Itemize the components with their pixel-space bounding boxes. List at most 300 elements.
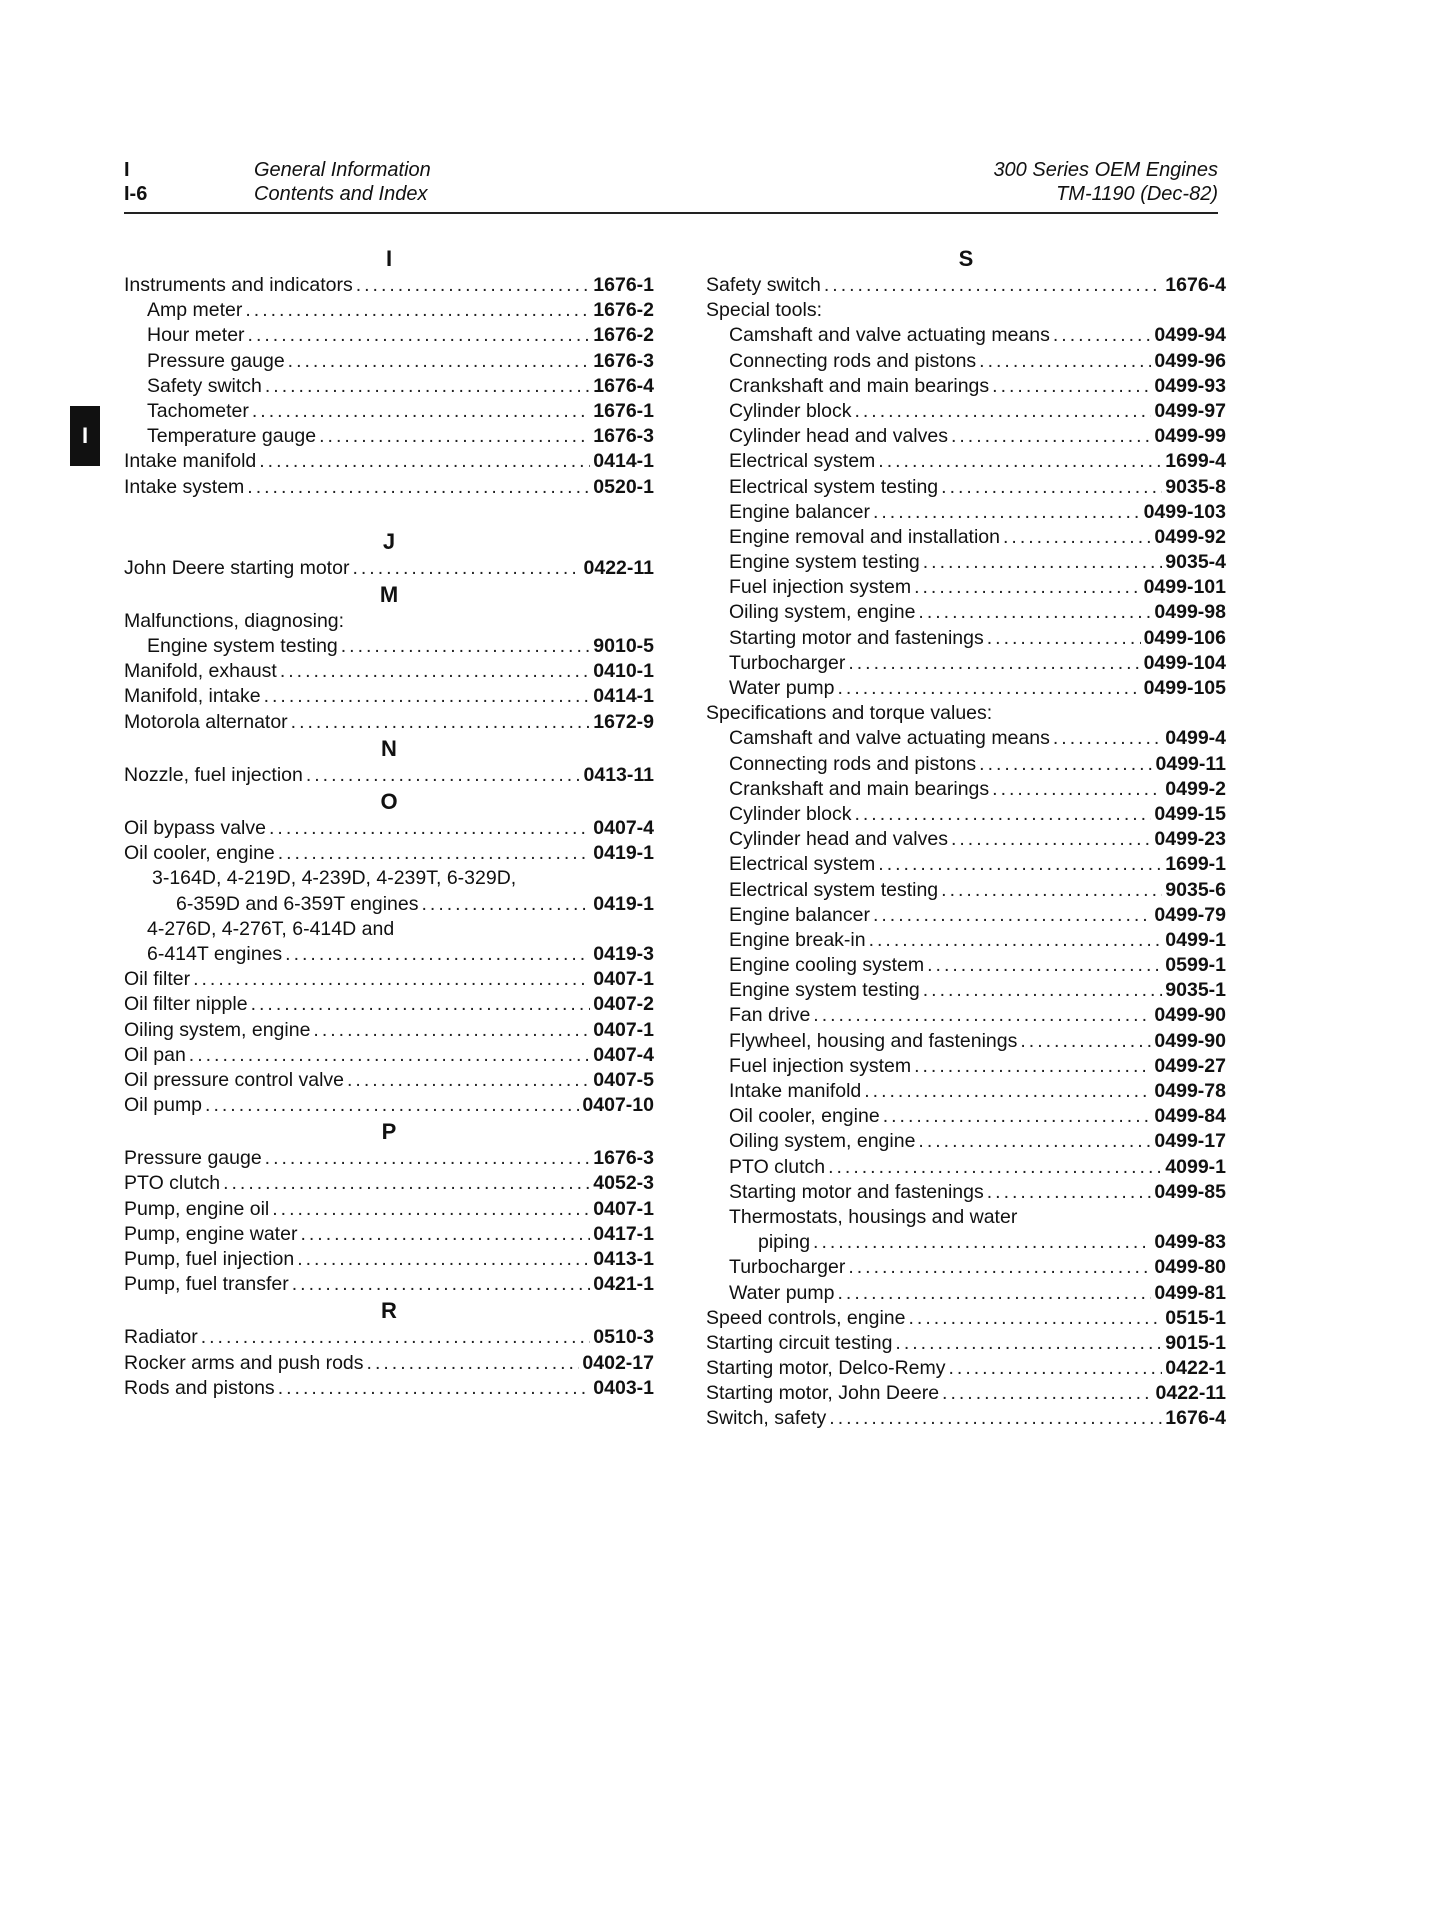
dot-leader <box>313 1018 590 1043</box>
index-entry-label: Turbocharger <box>729 651 846 674</box>
dot-leader <box>223 1171 590 1196</box>
dot-leader <box>992 777 1162 802</box>
dot-leader <box>300 1222 590 1247</box>
index-entry <box>706 752 1226 777</box>
index-entry-page: 0421-1 <box>593 1273 654 1296</box>
index-entry <box>124 556 654 581</box>
index-entry-label: Fuel injection system <box>729 576 912 599</box>
index-entry <box>706 777 1226 802</box>
index-entry-label: Specifications and torque values: <box>706 702 993 725</box>
index-column-right <box>706 245 1226 1432</box>
index-entry-label: Electrical system testing <box>729 878 939 901</box>
dot-leader <box>297 1247 590 1272</box>
index-entry-label: Oil cooler, engine <box>124 842 275 865</box>
index-entry-page: 0407-5 <box>593 1068 654 1091</box>
index-entry-page: 0414-1 <box>593 685 654 708</box>
dot-leader <box>987 626 1141 651</box>
index-entry-page: 0419-1 <box>593 842 654 865</box>
index-entry <box>706 1079 1226 1104</box>
dot-leader <box>189 1043 590 1068</box>
index-entry-page: 0413-1 <box>593 1248 654 1270</box>
index-entry-page: 0499-80 <box>1154 1256 1226 1279</box>
index-entry-page: 1699-1 <box>1165 853 1226 876</box>
index-section-letter: N <box>381 735 397 761</box>
index-entry-label: Cylinder head and valves <box>729 425 948 448</box>
index-entry-page: 0499-85 <box>1154 1180 1226 1203</box>
index-entry <box>124 659 654 684</box>
index-entry <box>124 298 654 323</box>
dot-leader <box>914 575 1141 600</box>
index-entry <box>124 1197 654 1222</box>
index-entry-label: 3-164D, 4-219D, 4-239D, 4-239T, 6-329D, <box>152 867 517 890</box>
index-entry-label: Cylinder block <box>729 399 852 422</box>
index-section-letter: J <box>382 528 396 554</box>
index-entry-label: Safety switch <box>147 374 262 397</box>
index-entry-label: Turbocharger <box>729 1256 846 1279</box>
index-entry-label: Engine balancer <box>729 903 870 926</box>
index-entry <box>706 1281 1226 1306</box>
index-entry <box>706 323 1226 348</box>
index-entry-label: Oil cooler, engine <box>729 1105 880 1128</box>
index-entry-page: 0510-3 <box>593 1326 654 1349</box>
index-entry-page: 1676-4 <box>1165 1407 1226 1430</box>
page-header <box>124 156 1218 214</box>
index-entry <box>706 1381 1226 1406</box>
index-entry <box>124 841 654 866</box>
section-marker: I <box>124 159 130 181</box>
dot-leader <box>813 1230 1151 1255</box>
dot-leader <box>367 1351 580 1376</box>
index-entry-label: Oil filter nipple <box>124 993 248 1016</box>
index-entry-label: Radiator <box>124 1326 198 1349</box>
dot-leader <box>979 752 1152 777</box>
index-entry-page: 9035-8 <box>1165 475 1226 498</box>
index-entry-page: 0419-3 <box>593 942 654 965</box>
index-entry-page: 9035-1 <box>1165 979 1226 1002</box>
index-entry <box>706 449 1226 474</box>
index-section-letter: M <box>379 581 399 607</box>
dot-leader <box>193 967 590 992</box>
dot-leader <box>854 399 1151 424</box>
index-entry-page: 0499-27 <box>1154 1054 1226 1077</box>
index-entry <box>124 763 654 788</box>
index-entry-page: 1676-2 <box>593 324 654 347</box>
index-entry <box>706 525 1226 550</box>
index-section-letter: S <box>958 246 974 271</box>
dot-leader <box>252 399 590 424</box>
index-entry <box>124 967 654 992</box>
index-entry-label: Oiling system, engine <box>729 1130 916 1153</box>
index-entry-page: 0499-1 <box>1165 928 1226 951</box>
index-entry-page: 4099-1 <box>1165 1155 1226 1178</box>
index-entry <box>124 1043 654 1068</box>
index-entry-label: Safety switch <box>706 274 821 296</box>
index-entry-label: Engine cooling system <box>729 954 925 977</box>
index-entry-label: Crankshaft and main bearings <box>729 777 990 800</box>
index-entry <box>124 942 654 967</box>
dot-leader <box>941 878 1162 903</box>
index-entry-page: 0407-10 <box>582 1094 654 1117</box>
index-entry-page: 0407-1 <box>593 1197 654 1220</box>
dot-leader <box>942 1381 1152 1406</box>
index-entry <box>124 374 654 399</box>
index-entry-page: 0499-11 <box>1155 752 1226 775</box>
dot-leader <box>949 1356 1163 1381</box>
header-subtitle: Contents and Index <box>254 183 428 205</box>
index-entry-label: Special tools: <box>706 299 822 322</box>
index-entry <box>124 424 654 449</box>
index-entry-page: 0414-1 <box>593 450 654 473</box>
dot-leader <box>265 374 590 399</box>
dot-leader <box>269 816 590 841</box>
index-entry <box>706 903 1226 928</box>
index-heading <box>706 1205 1226 1230</box>
index-entry-label: Temperature gauge <box>147 425 317 448</box>
dot-leader <box>278 1376 591 1401</box>
dot-leader <box>265 1146 591 1171</box>
index-entry-label: Engine system testing <box>147 635 338 658</box>
index-entry-page: 0402-17 <box>582 1351 654 1374</box>
dot-leader <box>278 841 591 866</box>
dot-leader <box>341 634 591 659</box>
index-entry <box>124 1222 654 1247</box>
dot-leader <box>1003 525 1151 550</box>
index-entry <box>706 500 1226 525</box>
index-entry-label: Starting motor and fastenings <box>729 1180 984 1203</box>
dot-leader <box>245 298 590 323</box>
index-entry-page: 0599-1 <box>1165 954 1226 977</box>
index-entry-page: 9010-5 <box>593 635 654 658</box>
dot-leader <box>979 349 1151 374</box>
index-entry-page: 0499-97 <box>1154 399 1226 422</box>
dot-leader <box>848 1255 1151 1280</box>
index-entry-page: 0499-90 <box>1154 1029 1226 1052</box>
dot-leader <box>914 1054 1151 1079</box>
index-section-letter: P <box>381 1119 397 1145</box>
index-entry <box>124 449 654 474</box>
dot-leader <box>1020 1029 1151 1054</box>
index-entry-page: 0419-1 <box>593 892 654 915</box>
index-entry-page: 0515-1 <box>1165 1306 1226 1329</box>
index-entry <box>706 827 1226 852</box>
dot-leader <box>247 475 590 500</box>
index-entry <box>706 651 1226 676</box>
index-entry-page: 0499-101 <box>1143 576 1226 599</box>
index-entry <box>706 1230 1226 1255</box>
dot-leader <box>264 684 591 709</box>
index-entry <box>124 1018 654 1043</box>
index-entry-page: 0499-93 <box>1154 374 1226 397</box>
dot-leader <box>1053 323 1152 348</box>
index-entry-page: 1676-3 <box>593 1147 654 1170</box>
index-entry <box>706 600 1226 625</box>
dot-leader <box>319 424 590 449</box>
index-entry-label: Pressure gauge <box>147 349 285 372</box>
dot-leader <box>280 659 590 684</box>
dot-leader <box>272 1197 590 1222</box>
index-entry-page: 0499-15 <box>1154 802 1226 825</box>
index-entry-label: Oil filter <box>124 968 191 991</box>
dot-leader <box>873 500 1141 525</box>
index-heading <box>706 298 1226 323</box>
section-thumb-tab: I <box>70 406 100 466</box>
dot-leader <box>895 1331 1162 1356</box>
dot-leader <box>248 323 591 348</box>
index-section-letter: I <box>385 246 393 271</box>
dot-leader <box>941 475 1162 500</box>
index-entry <box>706 475 1226 500</box>
index-entry <box>124 992 654 1017</box>
index-entry <box>706 676 1226 701</box>
index-entry <box>706 1029 1226 1054</box>
index-entry <box>706 1406 1226 1431</box>
dot-leader <box>837 676 1140 701</box>
index-entry <box>124 816 654 841</box>
index-entry <box>124 1068 654 1093</box>
index-entry-page: 0417-1 <box>593 1222 654 1245</box>
dot-leader <box>285 942 590 967</box>
dot-leader <box>854 802 1151 827</box>
dot-leader <box>918 600 1151 625</box>
index-entry <box>124 1093 654 1118</box>
index-entry <box>706 575 1226 600</box>
index-entry-page: 1676-3 <box>593 425 654 448</box>
index-section-letter: O <box>380 789 398 814</box>
dot-leader <box>292 1272 591 1297</box>
index-entry <box>124 634 654 659</box>
index-entry-page: 1676-3 <box>593 349 654 372</box>
index-entry-page: 0413-11 <box>583 763 654 786</box>
index-entry-label: Malfunctions, diagnosing: <box>124 609 345 632</box>
dot-leader <box>848 651 1140 676</box>
index-entry-page: 0499-99 <box>1154 425 1226 448</box>
index-entry-page: 0499-23 <box>1154 828 1226 851</box>
index-entry <box>706 953 1226 978</box>
index-entry-page: 0422-1 <box>1165 1357 1226 1380</box>
dot-leader <box>201 1325 591 1350</box>
index-entry-label: Pump, fuel injection <box>124 1248 295 1270</box>
dot-leader <box>352 556 580 581</box>
index-entry <box>124 1376 654 1401</box>
index-entry-label: Engine break-in <box>729 928 866 951</box>
dot-leader <box>873 903 1151 928</box>
index-entry <box>706 626 1226 651</box>
index-entry-label: Pump, engine water <box>124 1222 298 1245</box>
dot-leader <box>918 1129 1151 1154</box>
index-entry-label: Instruments and indicators <box>124 274 353 296</box>
dot-leader <box>813 1003 1151 1028</box>
index-entry-label: Engine removal and installation <box>729 525 1001 548</box>
dot-leader <box>251 992 591 1017</box>
index-entry <box>124 399 654 424</box>
dot-leader <box>992 374 1151 399</box>
index-entry-label: Connecting rods and pistons <box>729 752 977 775</box>
index-entry-label: Oil pan <box>124 1043 186 1066</box>
dot-leader <box>987 1180 1152 1205</box>
index-entry-label: Oil pressure control valve <box>124 1068 345 1091</box>
index-entry-label: Pressure gauge <box>124 1147 262 1170</box>
index-entry <box>124 475 654 500</box>
index-entry-label: PTO clutch <box>124 1172 221 1195</box>
index-entry <box>124 1171 654 1196</box>
index-entry <box>124 273 654 298</box>
dot-leader <box>923 978 1163 1003</box>
index-entry-page: 0499-104 <box>1143 651 1226 674</box>
dot-leader <box>927 953 1162 978</box>
index-entry-label: Camshaft and valve actuating means <box>729 727 1050 750</box>
dot-leader <box>829 1406 1162 1431</box>
index-column-left <box>124 245 654 1401</box>
index-entry <box>706 852 1226 877</box>
index-entry-label: 6-414T engines <box>147 942 283 965</box>
index-entry-label: Flywheel, housing and fastenings <box>729 1029 1018 1052</box>
index-entry <box>706 726 1226 751</box>
index-entry <box>706 1356 1226 1381</box>
dot-leader <box>421 892 590 917</box>
index-heading <box>706 701 1226 726</box>
index-entry <box>706 399 1226 424</box>
index-entry-page: 0407-4 <box>593 817 654 839</box>
dot-leader <box>291 710 591 735</box>
index-entry-label: Nozzle, fuel injection <box>124 763 303 786</box>
index-entry-label: Engine system testing <box>729 979 920 1002</box>
index-entry-label: Manifold, exhaust <box>124 660 277 683</box>
index-entry <box>706 928 1226 953</box>
index-entry-page: 0407-1 <box>593 1018 654 1041</box>
index-entry <box>706 1306 1226 1331</box>
index-entry <box>124 323 654 348</box>
header-title: General Information <box>254 159 431 181</box>
index-entry-page: 0407-1 <box>593 968 654 991</box>
index-entry-label: Electrical system <box>729 450 876 473</box>
dot-leader <box>828 1155 1162 1180</box>
index-entry-label: Oiling system, engine <box>729 601 916 624</box>
index-entry <box>706 802 1226 827</box>
index-entry-page: 0499-105 <box>1143 677 1226 699</box>
index-entry-label: Rocker arms and push rods <box>124 1351 364 1374</box>
spacer <box>124 500 654 528</box>
index-entry-label: Starting motor and fastenings <box>729 626 984 649</box>
index-entry-page: 1676-4 <box>593 374 654 397</box>
index-entry-label: Starting motor, Delco-Remy <box>706 1357 946 1380</box>
manual-doc-number: TM-1190 (Dec-82) <box>1056 183 1218 205</box>
index-entry-label: Starting circuit testing <box>706 1331 893 1354</box>
index-entry-page: 0499-90 <box>1154 1004 1226 1027</box>
index-entry-label: Starting motor, John Deere <box>706 1382 940 1405</box>
index-entry <box>124 684 654 709</box>
index-entry <box>706 349 1226 374</box>
index-entry-label: Engine balancer <box>729 500 870 523</box>
index-entry-page: 0407-4 <box>593 1043 654 1066</box>
index-entry-page: 0499-17 <box>1154 1130 1226 1153</box>
index-entry-label: Cylinder head and valves <box>729 828 948 851</box>
index-entry-label: Water pump <box>729 677 835 699</box>
index-entry-page: 0499-84 <box>1154 1105 1226 1128</box>
index-entry-page: 0499-4 <box>1165 727 1226 750</box>
index-entry-page: 9035-4 <box>1165 551 1226 574</box>
index-entry-label: Switch, safety <box>706 1407 827 1430</box>
index-entry <box>706 1003 1226 1028</box>
index-entry-page: 1676-1 <box>593 274 654 296</box>
index-entry-label: Intake manifold <box>729 1080 862 1102</box>
dot-leader <box>908 1306 1162 1331</box>
index-entry-label: Intake manifold <box>124 450 257 473</box>
index-entry-label: Electrical system testing <box>729 475 939 498</box>
index-entry-label: Thermostats, housings and water <box>729 1205 1018 1228</box>
page-number: I-6 <box>124 183 148 205</box>
dot-leader <box>869 928 1163 953</box>
index-entry-label: PTO clutch <box>729 1155 826 1178</box>
index-entry <box>124 1247 654 1272</box>
index-entry-page: 1676-1 <box>593 399 654 422</box>
index-entry <box>124 1325 654 1350</box>
index-entry-label: Fuel injection system <box>729 1054 912 1077</box>
index-entry-page: 0499-96 <box>1154 349 1226 372</box>
index-entry <box>124 1351 654 1376</box>
index-entry <box>706 1180 1226 1205</box>
index-entry <box>706 1104 1226 1129</box>
index-entry-label: Speed controls, engine <box>706 1306 906 1329</box>
index-entry <box>706 878 1226 903</box>
index-entry-label: Intake system <box>124 475 245 498</box>
index-entry-page: 1676-2 <box>593 299 654 322</box>
dot-leader <box>923 550 1163 575</box>
index-entry-label: Cylinder block <box>729 802 852 825</box>
index-entry-label: 6-359D and 6-359T engines <box>176 892 419 915</box>
index-entry-label: Pump, fuel transfer <box>124 1273 289 1296</box>
index-entry-label: Manifold, intake <box>124 685 261 708</box>
index-entry-label: piping <box>758 1231 811 1254</box>
dot-leader <box>259 449 590 474</box>
dot-leader <box>837 1281 1151 1306</box>
index-entry-page: 0499-94 <box>1154 324 1226 347</box>
index-entry <box>706 1129 1226 1154</box>
dot-leader <box>878 852 1162 877</box>
index-entry-label: Water pump <box>729 1281 835 1304</box>
index-entry-page: 0499-98 <box>1154 601 1226 624</box>
dot-leader <box>883 1104 1152 1129</box>
index-entry-label: Connecting rods and pistons <box>729 349 977 372</box>
index-entry-label: Oiling system, engine <box>124 1018 311 1041</box>
index-entry-page: 0499-92 <box>1154 525 1226 548</box>
index-entry-page: 0520-1 <box>593 475 654 498</box>
index-entry-page: 0499-83 <box>1154 1231 1226 1254</box>
index-entry <box>124 349 654 374</box>
index-entry <box>706 374 1226 399</box>
index-entry-page: 4052-3 <box>593 1172 654 1195</box>
dot-leader <box>1053 726 1162 751</box>
index-entry <box>706 1155 1226 1180</box>
index-entry-page: 0499-78 <box>1154 1080 1226 1102</box>
index-entry <box>706 1255 1226 1280</box>
index-entry-page: 9015-1 <box>1165 1331 1226 1354</box>
index-entry-page: 0407-2 <box>593 993 654 1016</box>
index-entry-label: Motorola alternator <box>124 710 288 733</box>
dot-leader <box>864 1079 1151 1104</box>
dot-leader <box>306 763 581 788</box>
index-section-letter: R <box>381 1298 397 1324</box>
index-entry <box>706 978 1226 1003</box>
index-entry-page: 0499-106 <box>1143 626 1226 649</box>
index-entry <box>124 1272 654 1297</box>
index-entry-page: 0403-1 <box>593 1376 654 1399</box>
index-entry-page: 0422-11 <box>583 556 654 579</box>
dot-leader <box>205 1093 579 1118</box>
index-heading <box>124 917 654 942</box>
index-entry-label: John Deere starting motor <box>124 556 350 579</box>
index-entry-label: Crankshaft and main bearings <box>729 374 990 397</box>
index-entry-label: Engine system testing <box>729 551 920 574</box>
